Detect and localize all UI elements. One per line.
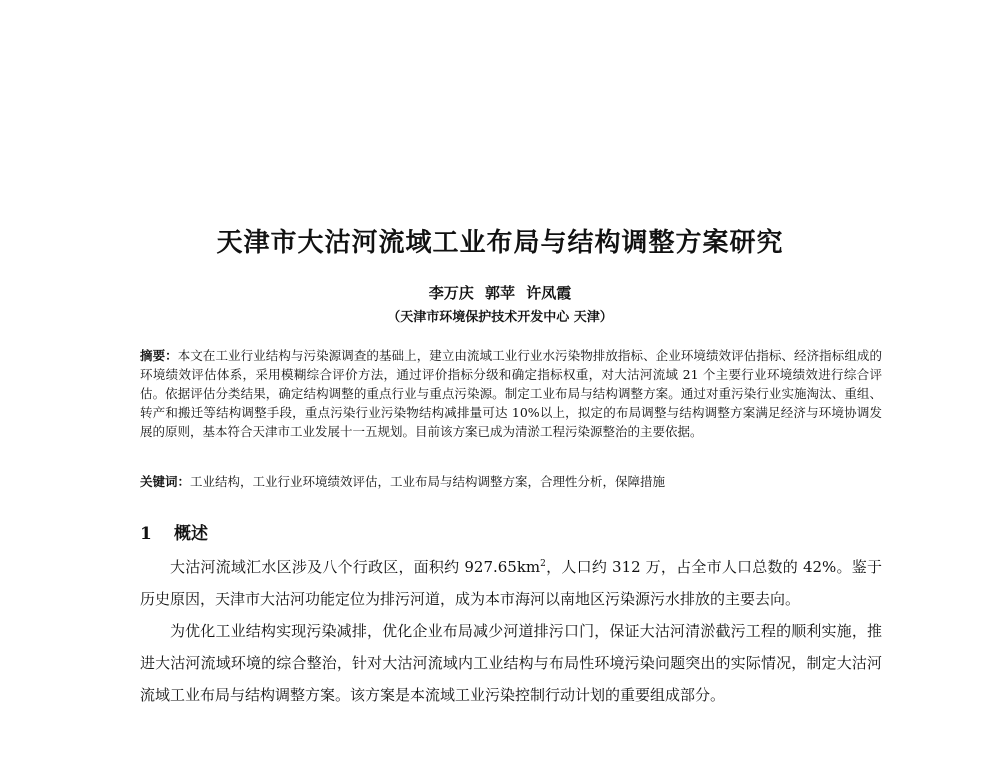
paragraph: 为优化工业结构实现污染减排，优化企业布局减少河道排污口门，保证大沽河清淤截污工程的顺利实施，推进大沽河流域环境的综合整治，针对大沽河流域内工业结构与布局性环境污染问题突出的实际情况，制定大沽河流域工业布局与结构调整方案。该方案是本流域工业污染控制行动计划的重要组成部分。 [140, 622, 882, 704]
paragraph-text: ，人口约 312 万，占全市人口总数的 42%。鉴于历史原因，天津市大沽河功能定位为排污河道，成为本市海河以南地区污染源污水排放的主要去向。 [140, 558, 883, 608]
paragraph [140, 548, 882, 615]
paragraph-text: 大沽河流域汇水区涉及八个行政区，面积约 927.65km [170, 558, 541, 576]
keywords-text: 工业结构，工业行业环境绩效评估，工业布局与结构调整方案，合理性分析，保障措施 [190, 474, 666, 489]
section-title: 概述 [174, 524, 208, 544]
keywords [140, 472, 882, 491]
abstract [140, 346, 882, 441]
abstract-label: 摘要： [140, 348, 178, 363]
section-heading [140, 519, 208, 544]
paper-title: 天津市大沽河流域工业布局与结构调整方案研究 [216, 228, 784, 258]
keywords-label: 关键词： [140, 474, 191, 489]
superscript: 2 [540, 559, 546, 569]
abstract-text: 本文在工业行业结构与污染源调查的基础上，建立由流域工业行业水污染物排放指标、企业环境绩效评估指标、经济指标组成的环境绩效评估体系，采用模糊综合评价方法，通过评价指标分级和确定指标权重，对大沽河流域 21 个主要行业环境绩效进行综合评估。依据评估分类结果，确定结构调整的重点行业与重点污染源。制定工业布局与结构调整方案。通过对重污染行业实施淘汰、重组、转产和搬迁等结构调整手段，重点污染行业污染物结构减排量可达 10%以上，拟定的布局调整与结构调整方案满足经济与环境协调发展的原则，基本符合天津市工业发展十一五规划。目前该方案已成为清淤工程污染源整治的主要依据。 [140, 348, 882, 439]
paper-authors: 李万庆 郭苹 许凤霞 [428, 284, 572, 302]
paper-affiliation: （天津市环境保护技术开发中心 天津） [387, 310, 613, 325]
section-body [140, 548, 882, 711]
section-number: 1 [140, 524, 152, 544]
